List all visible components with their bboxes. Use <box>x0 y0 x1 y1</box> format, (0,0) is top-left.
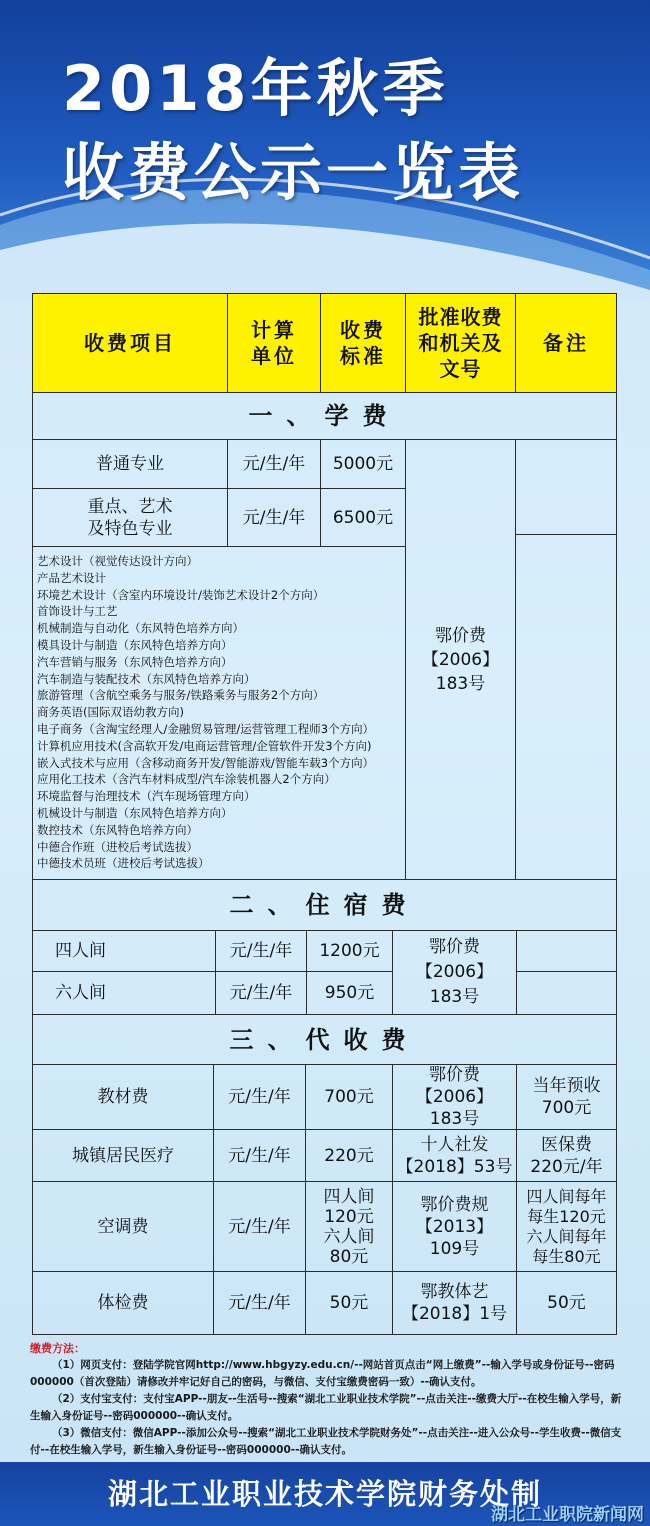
collection-row1-note: 当年预收 700元 <box>516 1064 617 1130</box>
header-unit: 计算 单位 <box>227 293 321 393</box>
major-item: 首饰设计与工艺 <box>37 604 118 619</box>
collection-row2-approval: 十人社发 【2018】53号 <box>392 1129 517 1182</box>
payment-web: （1）网页支付：登陆学院官网http://www.hbgyzy.edu.cn/--网站首页点击“网上缴费”--输入学号或身份证号--密码000000（首次登陆）请修改并牢记好自己的密码，与微信、支付宝缴费密码一致）--确认支付。 <box>30 1359 615 1388</box>
dorm-row2-standard: 950元 <box>306 971 393 1015</box>
major-item: 产品艺术设计 <box>37 570 106 585</box>
watermark: 湖北工业职院新闻网 <box>491 1505 644 1525</box>
major-item: 机械制造与自动化（东风特色培养方向） <box>37 621 244 636</box>
collection-row4-standard: 50元 <box>305 1271 393 1335</box>
collection-row4-approval: 鄂教体艺 【2018】1号 <box>392 1271 517 1335</box>
collection-row2-item: 城镇居民医疗 <box>32 1129 214 1182</box>
section-collection-title: 三、代收费 <box>32 1014 617 1065</box>
collection-row2-unit: 元/生/年 <box>213 1129 306 1182</box>
collection-row4-item: 体检费 <box>32 1271 214 1335</box>
dorm-row1-item: 四人间 <box>32 930 216 972</box>
major-item: 计算机应用技术(含高软开发/电商运营管理/企管软件开发3个方向) <box>37 738 372 753</box>
header-banner <box>0 0 650 300</box>
collection-row4-unit: 元/生/年 <box>213 1271 306 1335</box>
major-item: 机械设计与制造（东风特色培养方向） <box>37 805 233 820</box>
dorm-row2-unit: 元/生/年 <box>215 971 307 1015</box>
tuition-note-upper <box>515 439 617 535</box>
tuition-row2-unit: 元/生/年 <box>227 488 321 547</box>
major-item: 环境监督与治理技术（汽车现场管理方向） <box>37 789 256 804</box>
payment-title: 缴费方法： <box>30 1342 85 1355</box>
collection-row3-item: 空调费 <box>32 1181 214 1272</box>
collection-row4-note: 50元 <box>516 1271 617 1335</box>
tuition-row2-standard: 6500元 <box>320 488 406 547</box>
collection-row1-unit: 元/生/年 <box>213 1064 306 1130</box>
tuition-row2-item: 重点、艺术 及特色专业 <box>32 488 228 547</box>
major-item: 中德合作班（进校后考试选拔） <box>37 839 198 854</box>
payment-wechat: （3）微信支付：微信APP--添加公众号--搜索“湖北工业职业技术学院财务处”--点击关注--进入公众号--学生收费--微信支付--在校生输入学号，新生输入身份证号--密码000000--确认支付。 <box>30 1427 622 1456</box>
tuition-row1-unit: 元/生/年 <box>227 439 321 489</box>
collection-row1-standard: 700元 <box>305 1064 393 1130</box>
special-majors-list <box>32 546 406 880</box>
major-item: 电子商务（含淘宝经理人/金融贸易管理/运营管理工程师3个方向） <box>37 721 375 736</box>
tuition-row1-item: 普通专业 <box>32 439 228 489</box>
header-standard: 收费 标准 <box>320 293 406 393</box>
tuition-note-lower <box>515 534 617 880</box>
major-item: 汽车营销与服务（东风特色培养方向） <box>37 654 233 669</box>
footer-organization: 湖北工业职业技术学院财务处制 <box>107 1477 542 1511</box>
payment-methods <box>30 1340 626 1459</box>
poster-title-line2: 收费公示一览表 <box>62 136 525 209</box>
section-dorm-title: 二、住宿费 <box>32 879 617 931</box>
collection-row1-item: 教材费 <box>32 1064 214 1130</box>
tuition-row1-standard: 5000元 <box>320 439 406 489</box>
major-item: 模具设计与制造（东风特色培养方向） <box>37 637 233 652</box>
collection-row2-note: 医保费 220元/年 <box>516 1129 617 1182</box>
poster-title-line1: 2018年秋季 <box>62 52 449 125</box>
payment-alipay: （2）支付宝支付：支付宝APP--朋友--生活号--搜索“湖北工业职业技术学院”--点击关注--缴费大厅--在校生输入学号，新生输入身份证号--密码000000--确认支付。 <box>30 1393 622 1422</box>
header-note: 备注 <box>515 293 617 393</box>
major-item: 应用化工技术（含汽车材料成型/汽车涂装机器人2个方向） <box>37 772 336 787</box>
major-item: 商务英语(国际双语幼教方向) <box>37 705 184 720</box>
tuition-approval: 鄂价费 【2006】 183号 <box>405 439 516 880</box>
major-item: 嵌入式技术与应用（含移动商务开发/智能游戏/智能车载3个方向） <box>37 755 375 770</box>
collection-row2-standard: 220元 <box>305 1129 393 1182</box>
dorm-row1-standard: 1200元 <box>306 930 393 972</box>
dorm-row2-item: 六人间 <box>32 971 216 1015</box>
collection-row3-approval: 鄂价费规 【2013】 109号 <box>392 1181 517 1272</box>
header-approval: 批准收费 和机关及 文号 <box>405 293 516 393</box>
dorm-row1-unit: 元/生/年 <box>215 930 307 972</box>
section-tuition-title: 一、学费 <box>32 392 617 440</box>
collection-row3-unit: 元/生/年 <box>213 1181 306 1272</box>
major-item: 旅游管理（含航空乘务与服务/铁路乘务与服务2个方向） <box>37 688 325 703</box>
dorm-note-lower <box>516 971 617 1015</box>
major-item: 中德技术员班（进校后考试选拔） <box>37 856 210 871</box>
dorm-approval: 鄂价费 【2006】 183号 <box>392 930 517 1015</box>
major-item: 环境艺术设计（含室内环境设计/装饰艺术设计2个方向） <box>37 587 325 602</box>
header-item: 收费项目 <box>32 293 228 393</box>
dorm-note-upper <box>516 930 617 972</box>
collection-row3-note: 四人间每年 每生120元 六人间每年 每生80元 <box>516 1181 617 1272</box>
major-item: 数控技术（东风特色培养方向） <box>37 822 198 837</box>
collection-row1-approval: 鄂价费 【2006】 183号 <box>392 1064 517 1130</box>
major-item: 汽车制造与装配技术（东风特色培养方向） <box>37 671 256 686</box>
footer-banner <box>0 1462 650 1526</box>
collection-row3-standard: 四人间 120元 六人间 80元 <box>305 1181 393 1272</box>
major-item: 艺术设计（视觉传达设计方向） <box>37 554 198 568</box>
